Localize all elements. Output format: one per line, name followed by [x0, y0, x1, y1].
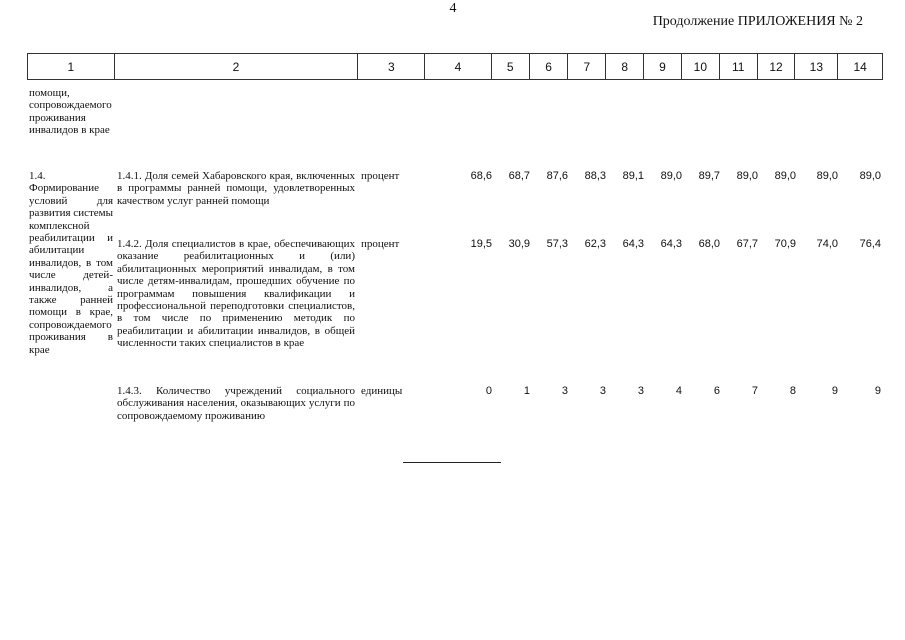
- unit-1-4-1: процент: [361, 170, 400, 182]
- value-cell: 68,6: [470, 170, 492, 182]
- value-cell: 30,9: [508, 238, 530, 250]
- table-header-row: [27, 53, 883, 80]
- page-number: 4: [449, 1, 457, 16]
- header-col-3: 3: [358, 54, 425, 79]
- indicator-1-4-2: 1.4.2. Доля специалистов в крае, обеспечивающих оказание реабилитационных и (или) абилитационных мероприятий инвалидам, в том числе детям-инвалидам, прошедших обучение по программам повышения квалификации и профессиональной переподготовки специалистов, в том числе по применению методик по реабилитации и абилитации инвалидов, в общей численности таких специалистов в крае: [117, 238, 355, 350]
- header-col-8: 8: [606, 54, 644, 79]
- footer-rule: [403, 462, 501, 463]
- value-cell: 68,7: [508, 170, 530, 182]
- value-cell: 76,4: [859, 238, 881, 250]
- value-cell: 88,3: [584, 170, 606, 182]
- value-cell: 68,0: [698, 238, 720, 250]
- value-cell: 89,7: [698, 170, 720, 182]
- value-cell: 57,3: [546, 238, 568, 250]
- value-cell: 64,3: [660, 238, 682, 250]
- value-cell: 3: [599, 385, 606, 397]
- header-col-11: 11: [720, 54, 758, 79]
- value-cell: 3: [561, 385, 568, 397]
- value-cell: 67,7: [736, 238, 758, 250]
- indicator-1-4-1: 1.4.1. Доля семей Хабаровского края, включенных в программы ранней помощи, удовлетворенных качеством услуг ранней помощи: [117, 170, 355, 207]
- value-cell: 8: [789, 385, 796, 397]
- header-col-13: 13: [795, 54, 838, 79]
- unit-1-4-3: единицы: [361, 385, 403, 397]
- value-cell: 1: [523, 385, 530, 397]
- value-cell: 70,9: [774, 238, 796, 250]
- value-cell: 0: [485, 385, 492, 397]
- value-cell: 9: [874, 385, 881, 397]
- header-col-14: 14: [853, 59, 867, 74]
- indicator-1-4-3: 1.4.3. Количество учреждений социального обслуживания населения, оказывающих услуги по сопровождаемому проживанию: [117, 385, 355, 422]
- header-col-6: 6: [530, 54, 569, 79]
- header-col-9: 9: [644, 54, 682, 79]
- value-cell: 3: [637, 385, 644, 397]
- group-cell: 1.4. Формирование условий для развития системы комплексной реабилитации и абилитации инвалидов, в том числе детей-инвалидов, а также ранней помощи в крае, сопровождаемого проживания в крае: [29, 170, 114, 356]
- header-col-4: 4: [425, 54, 492, 79]
- carryover-cell: помощи, сопровождаемого проживания инвалидов в крае: [29, 87, 112, 137]
- unit-1-4-2: процент: [361, 238, 400, 250]
- value-cell: 9: [831, 385, 838, 397]
- value-cell: 64,3: [622, 238, 644, 250]
- continuation-label: Продолжение ПРИЛОЖЕНИЯ № 2: [652, 14, 863, 29]
- value-cell: 89,0: [816, 170, 838, 182]
- value-cell: 89,1: [622, 170, 644, 182]
- header-col-7: 7: [568, 54, 606, 79]
- value-cell: 6: [713, 385, 720, 397]
- value-cell: 4: [675, 385, 682, 397]
- header-col-12: 12: [758, 54, 796, 79]
- value-cell: 19,5: [470, 238, 492, 250]
- value-cell: 89,0: [660, 170, 682, 182]
- value-cell: 89,0: [736, 170, 758, 182]
- header-col-1: 1: [28, 54, 115, 79]
- value-cell: 89,0: [859, 170, 881, 182]
- value-cell: 87,6: [546, 170, 568, 182]
- value-cell: 89,0: [774, 170, 796, 182]
- header-col-2: 2: [115, 54, 359, 79]
- value-cell: 62,3: [584, 238, 606, 250]
- value-cell: 7: [751, 385, 758, 397]
- header-col-5: 5: [492, 54, 530, 79]
- value-cell: 74,0: [816, 238, 838, 250]
- header-col-10: 10: [682, 54, 720, 79]
